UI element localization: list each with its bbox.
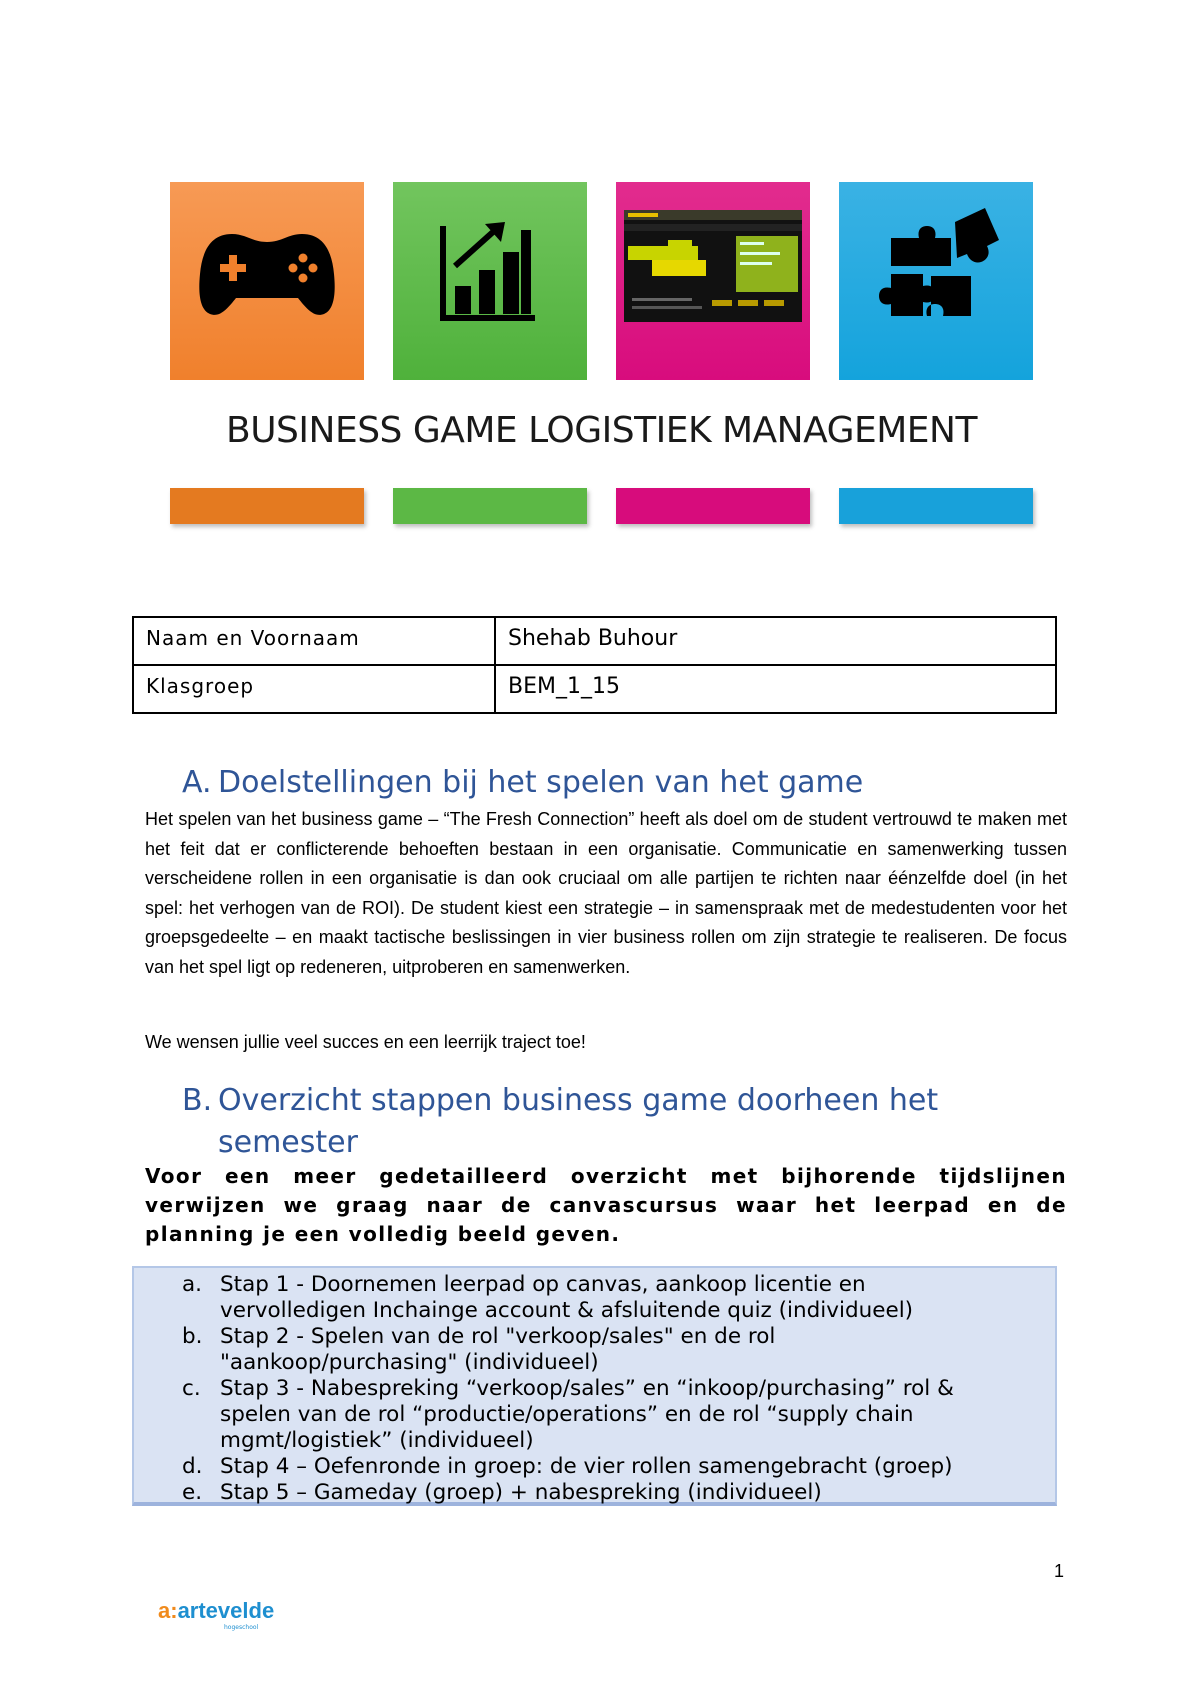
step-marker: d. [182,1454,203,1479]
bar-chart-growth-icon [393,182,587,380]
steps-list [182,1272,1002,1506]
section-a-number: A. [182,765,212,800]
step-text: Stap 2 - Spelen van de rol "verkoop/sales" en de rol "aankoop/purchasing" (individueel) [220,1324,776,1375]
banner-bar-green [393,488,587,524]
logo-prefix: a: [158,1598,178,1623]
table-row [133,665,1056,713]
step-marker: b. [182,1324,203,1349]
steps-box [132,1266,1057,1506]
step-text: Stap 4 – Oefenronde in groep: de vier rollen samengebracht (groep) [220,1454,953,1479]
section-a-closing: We wensen jullie veel succes en een leerrijk traject toe! [145,1032,586,1052]
logo-text [158,1598,274,1624]
step-marker: c. [182,1376,201,1401]
banner-tile-chart [393,182,587,380]
name-value: Shehab Buhour [495,617,1056,665]
student-info-table [132,616,1057,714]
step-text: Stap 3 - Nabespreking “verkoop/sales” en “inkoop/purchasing” rol & spelen van de rol “productie/operations” en de rol “supply chain mgmt/logistiek” (individueel) [220,1376,954,1453]
banner-tile-puzzle [839,182,1033,380]
class-label: Klasgroep [133,665,495,713]
section-b-intro: Voor een meer gedetailleerd overzicht met bijhorende tijdslijnen verwijzen we graag naar de canvascursus waar het leerpad en de planning je een volledig beeld geven. [145,1164,1067,1246]
class-value: BEM_1_15 [495,665,1056,713]
list-item [182,1376,1002,1454]
step-text: Stap 1 - Doornemen leerpad op canvas, aankoop licentie en vervolledigen Inchainge account & afsluitende quiz (individueel) [220,1272,914,1323]
banner-title: BUSINESS GAME LOGISTIEK MANAGEMENT [226,410,977,451]
step-marker: e. [182,1480,203,1505]
section-b-title-line1: Overzicht stappen business game doorheen het [218,1083,939,1118]
game-screenshot-icon [616,182,810,380]
list-item [182,1324,1002,1376]
step-marker: a. [182,1272,203,1297]
gamepad-icon [170,182,364,380]
list-item [182,1272,1002,1324]
banner-tile-screenshot [616,182,810,380]
section-a-heading [182,762,863,804]
section-b-heading [182,1080,938,1164]
puzzle-icon [839,182,1033,380]
banner-tile-gamepad [170,182,364,380]
section-a-title: Doelstellingen bij het spelen van het game [218,765,864,800]
table-row [133,617,1056,665]
page-number: 1 [1054,1561,1065,1581]
banner-bar-pink [616,488,810,524]
list-item [182,1454,1002,1480]
banner-bar-orange [170,488,364,524]
list-item [182,1480,1002,1506]
step-text: Stap 5 – Gameday (groep) + nabespreking (individueel) [220,1480,822,1505]
section-b-number: B. [182,1083,213,1118]
logo-name: artevelde [177,1598,275,1623]
name-label: Naam en Voornaam [133,617,495,665]
banner-bar-blue [839,488,1033,524]
artevelde-logo [158,1598,278,1634]
logo-subtitle: hogeschool [224,1624,259,1631]
section-a-paragraph: Het spelen van het business game – “The Fresh Connection” heeft als doel om de student vertrouwd te maken met het feit dat er conflicterende behoeften bestaan in een organisatie. Communicatie en samenwerking tussen verscheidene rollen in een organisatie is dan ook cruciaal om alle partijen te richten naar éénzelfde doel (in het spel: het verhogen van de ROI). De student kiest een strategie – in samenspraak met de medestudenten voor het groepsgedeelte – en maakt tactische beslissingen in vier business rollen om zijn strategie te realiseren. De focus van het spel ligt op redeneren, uitproberen en samenwerken. [145,809,1067,977]
section-b-title-line2: semester [218,1125,358,1160]
